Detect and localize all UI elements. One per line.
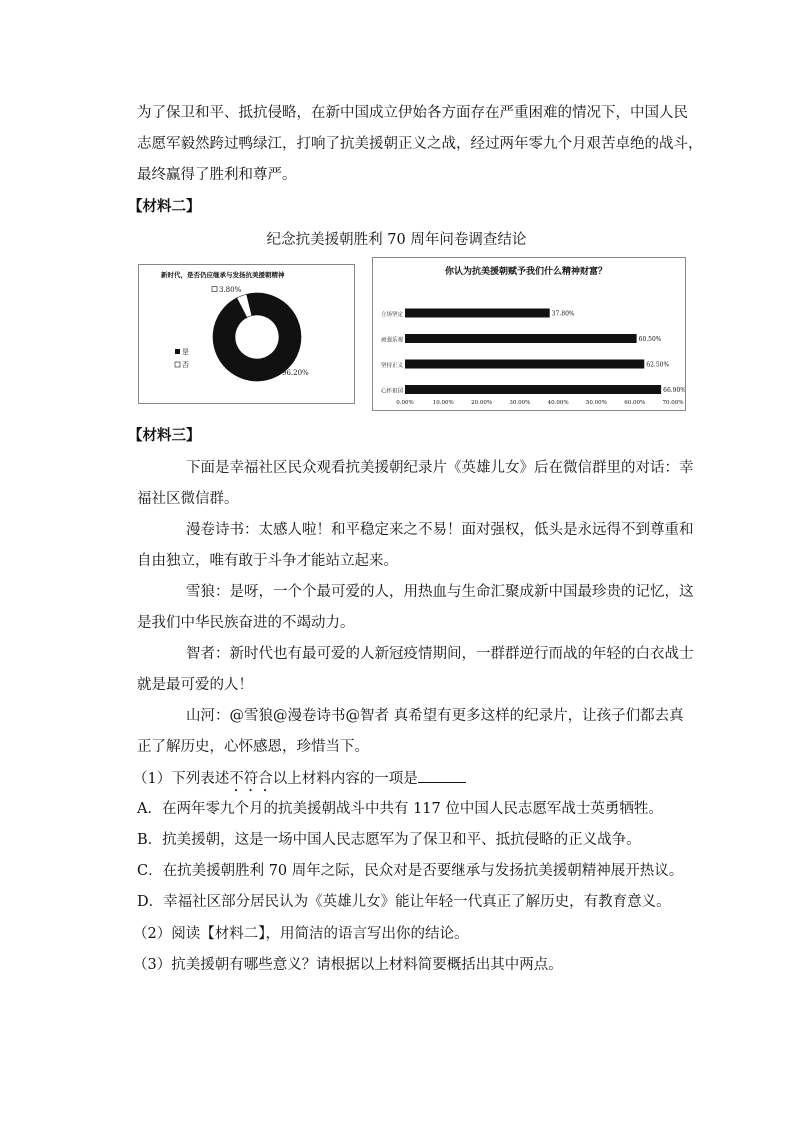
donut-label-no: 3.80%	[219, 286, 242, 294]
material3-msg4-line1: 山河：@雪狼@漫卷诗书@智者 真希望有更多这样的纪录片，让孩子们都去真	[186, 708, 684, 724]
x-tick-label: 20.00%	[471, 400, 493, 406]
bar-value-label: 66.90%	[663, 387, 685, 394]
question-1-prefix: （1）下列表述	[133, 771, 230, 787]
material3-msg1-line1: 漫卷诗书：太感人啦！和平稳定来之不易！面对强权，低头是永远得不到尊重和	[186, 522, 694, 538]
material2-label: 【材料二】	[128, 198, 201, 215]
bar-category-label: 顽强乐观	[380, 337, 403, 344]
option-d: D．幸福社区部分居民认为《英雄儿女》能让年轻一代真正了解历史，有教育意义。	[137, 894, 671, 910]
donut-label-no-swatch	[212, 287, 217, 292]
material3-msg3-line1: 智者：新时代也有最可爱的人新冠疫情期间，一群群逆行而战的年轻的白衣战士	[186, 646, 694, 662]
material3-msg2-line1: 雪狼：是呀，一个个最可爱的人，用热血与生命汇聚成新中国最珍贵的记忆，这	[186, 584, 694, 600]
bar-category-label: 坚持正义	[380, 363, 403, 369]
paragraph1-line2: 志愿军毅然跨过鸭绿江，打响了抗美援朝正义之战，经过两年零九个月艰苦卓绝的战斗，	[137, 136, 703, 152]
donut-slice-yes	[213, 293, 301, 381]
bar-chart	[372, 257, 686, 411]
material3-msg3-line2: 就是最可爱的人！	[137, 677, 253, 693]
x-tick-label: 50.00%	[585, 400, 607, 406]
legend-no-label: 否	[182, 361, 189, 369]
bar-value-label: 37.80%	[551, 310, 575, 318]
donut-title: 新时代，是否仍应继承与发扬抗美援朝精神	[161, 271, 285, 279]
option-b: B．抗美援朝，这是一场中国人民志愿军为了保卫和平、抵抗侵略的正义战争。	[137, 832, 641, 848]
donut-label-yes: 96.20%	[282, 369, 309, 377]
x-tick-label: 10.00%	[432, 400, 454, 406]
donut-svg	[139, 265, 354, 403]
paragraph1-line1: 为了保卫和平、抵抗侵略，在新中国成立伊始各方面存在严重困难的情况下，中国人民	[137, 105, 688, 121]
bar-svg	[373, 258, 685, 410]
option-a: A．在两年零九个月的抗美援朝战斗中共有 117 位中国人民志愿军战士英勇牺牲。	[137, 801, 663, 817]
survey-title: 纪念抗美援朝胜利 70 周年问卷调查结论	[266, 232, 527, 248]
bar-value-label: 62.50%	[646, 361, 670, 369]
question-2: （2）阅读【材料二】，用简洁的语言写出你的结论。	[133, 926, 469, 942]
x-tick-label: 0.00%	[396, 400, 414, 406]
x-tick-label: 70.00%	[662, 400, 684, 406]
question-1	[133, 768, 466, 795]
x-tick-label: 30.00%	[509, 400, 531, 406]
material3-label: 【材料三】	[128, 427, 201, 444]
bar	[405, 334, 637, 343]
question-3: （3）抗美援朝有哪些意义？请根据以上材料简要概括出其中两点。	[133, 957, 563, 973]
bar	[405, 360, 644, 369]
bar	[405, 385, 661, 394]
bar-title: 你认为抗美援朝赋予我们什么精神财富？	[445, 267, 608, 277]
material3-msg4-line2: 正了解历史，心怀感恩，珍惜当下。	[137, 739, 369, 755]
material3-msg1-line2: 自由独立，唯有敢于斗争才能站立起来。	[137, 553, 398, 569]
bar	[405, 309, 550, 318]
x-tick-label: 40.00%	[547, 400, 569, 406]
donut-chart	[138, 264, 355, 404]
bar-category-label: 立场坚定	[380, 312, 403, 318]
donut-label-yes-swatch	[275, 370, 280, 375]
material3-intro-line1: 下面是幸福社区民众观看抗美援朝纪录片《英雄儿女》后在微信群里的对话：幸	[186, 460, 694, 476]
bar-value-label: 60.50%	[638, 336, 662, 343]
x-tick-label: 60.00%	[624, 400, 646, 406]
option-c: C．在抗美援朝胜利 70 周年之际，民众对是否要继承与发扬抗美援朝精神展开热议。	[137, 863, 684, 879]
legend-yes-label: 是	[182, 348, 189, 356]
legend-yes-swatch	[175, 349, 180, 354]
material3-msg2-line2: 是我们中华民族奋进的不竭动力。	[137, 615, 355, 631]
question-1-suffix: 以上材料内容的一项是	[272, 771, 418, 787]
legend-no-swatch	[175, 362, 180, 367]
question-1-emphasis: 不符合	[229, 771, 273, 787]
answer-blank[interactable]	[418, 768, 466, 783]
paragraph1-line3: 最终赢得了胜利和尊严。	[137, 167, 297, 183]
material3-intro-line2: 福社区微信群。	[137, 491, 239, 507]
bar-category-label: 心怀祖国	[380, 388, 403, 395]
